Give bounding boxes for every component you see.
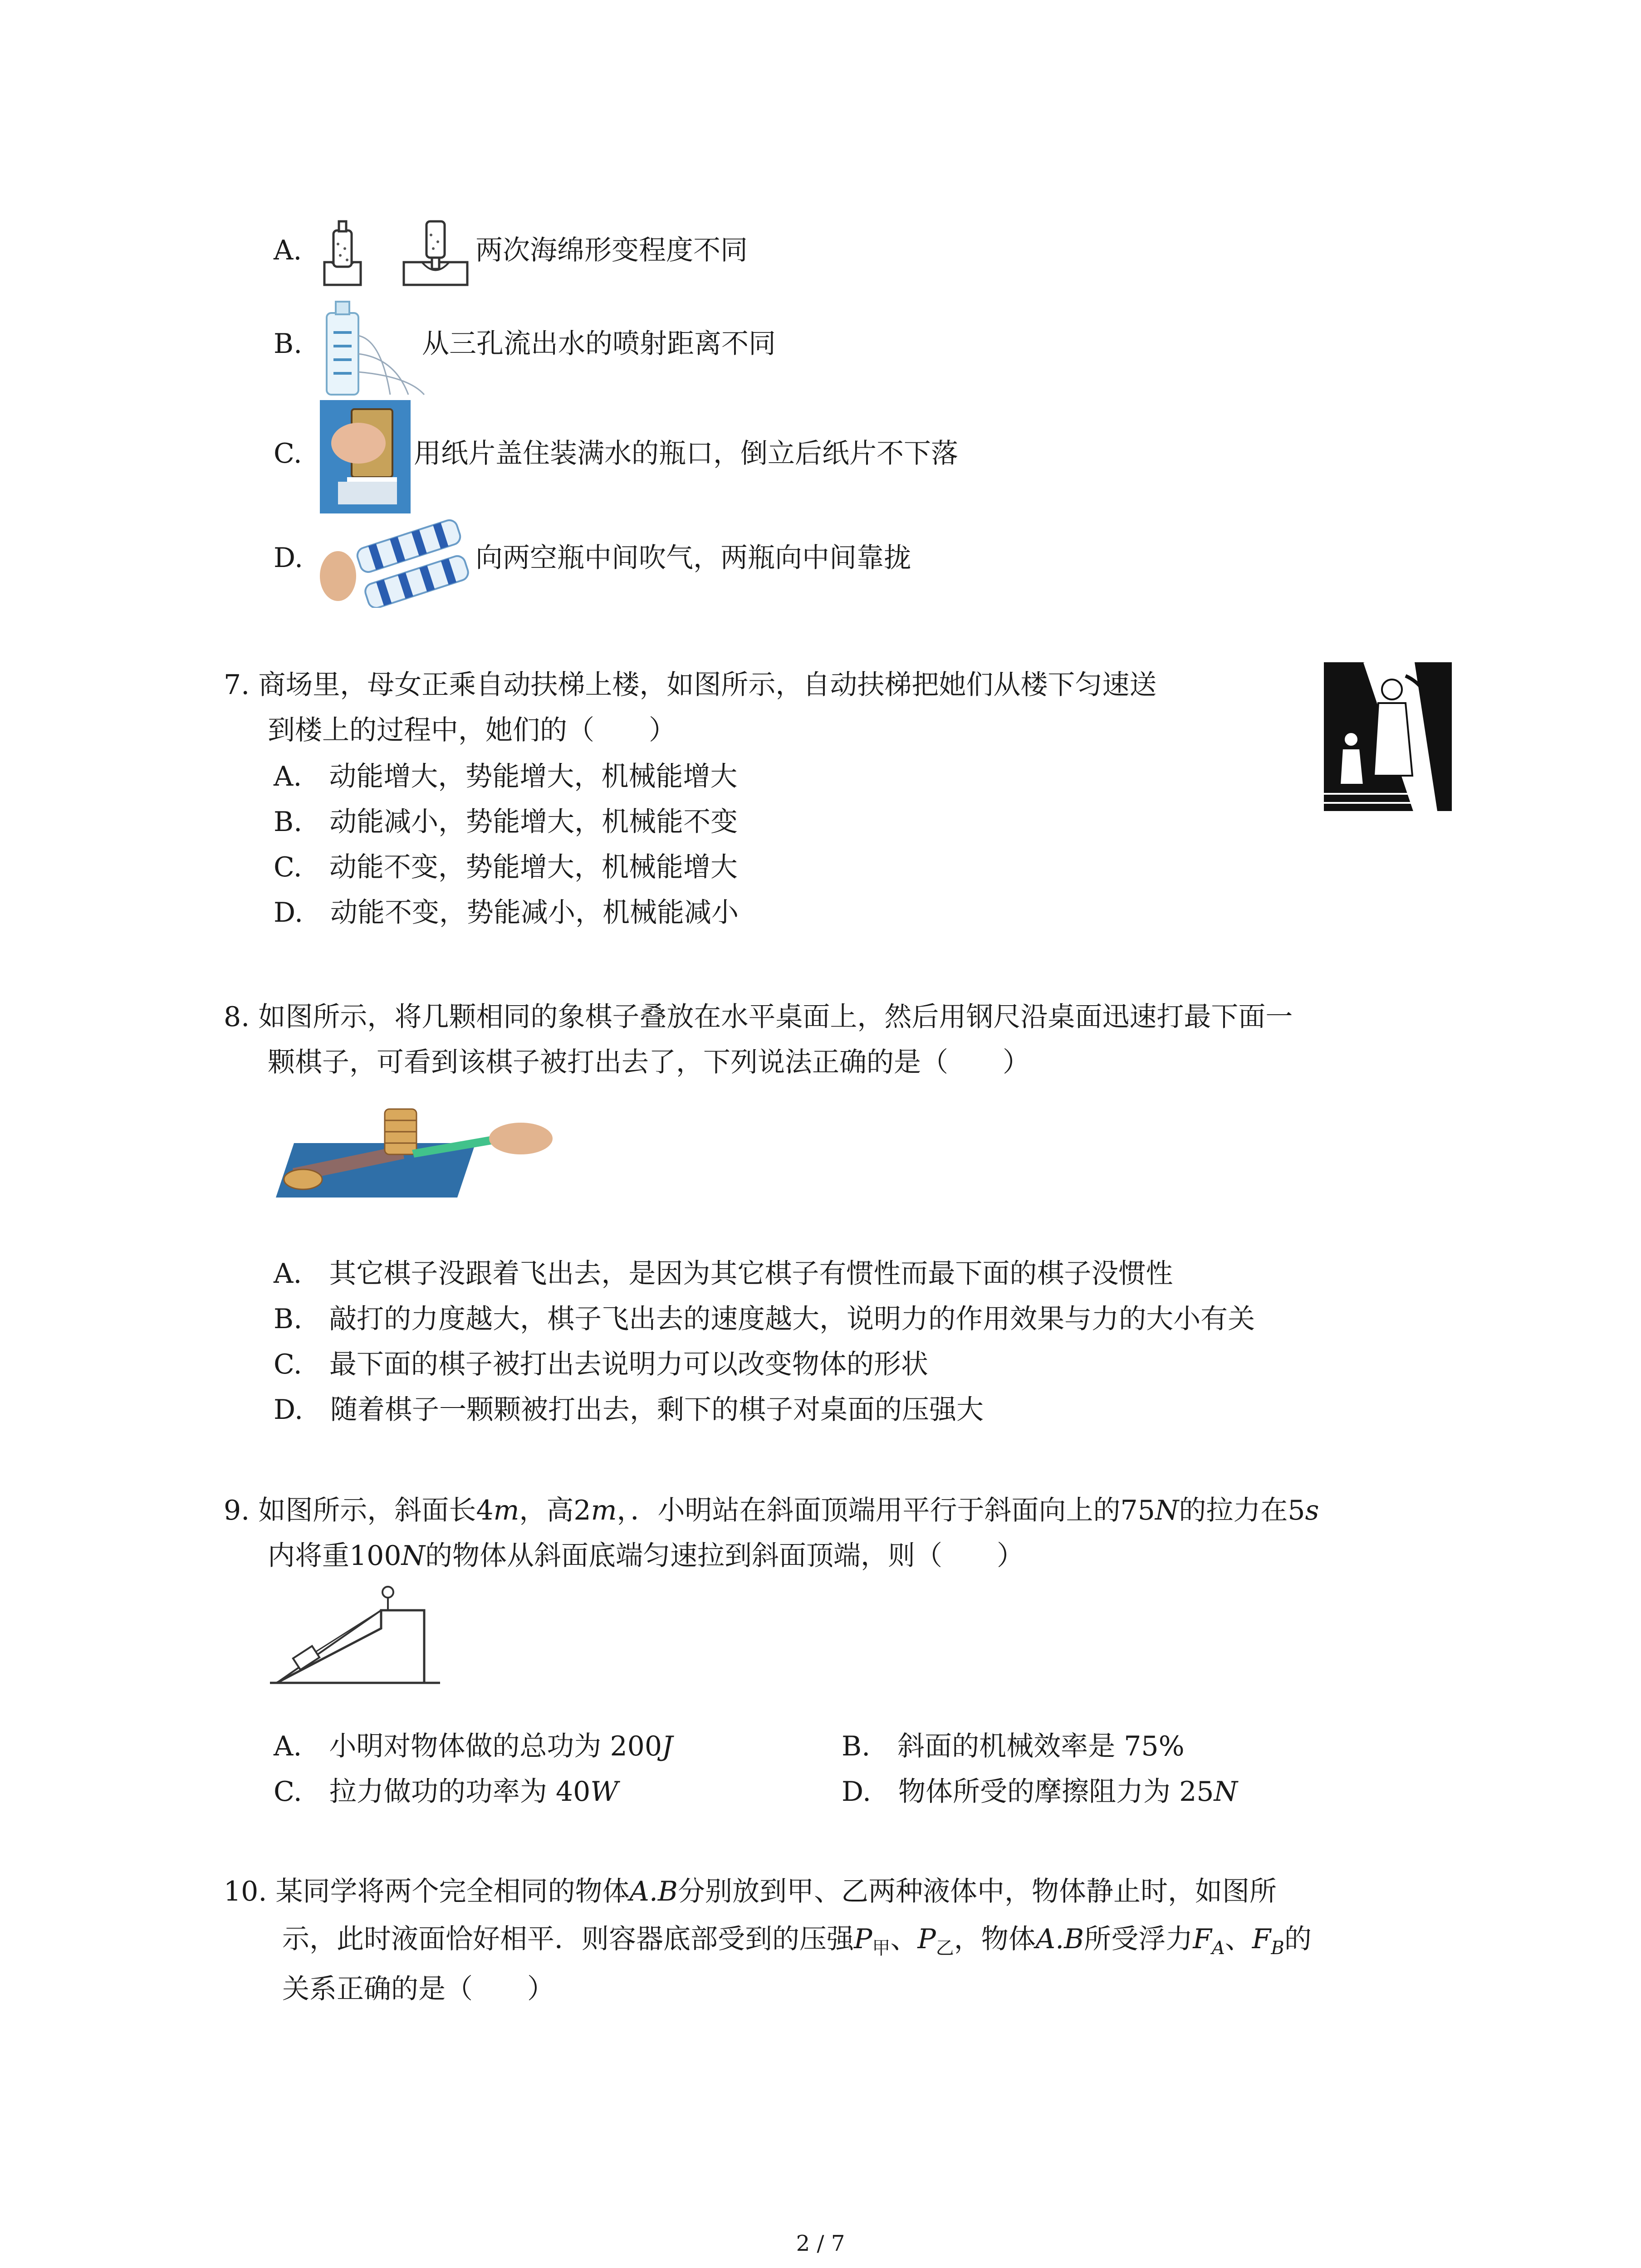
q10-sub-jia: 甲	[872, 1938, 891, 1959]
q10-symbol-f-2: F	[1252, 1923, 1271, 1955]
q6-option-a	[274, 232, 302, 269]
q9-option-d-unit: N	[1214, 1776, 1238, 1808]
q8-option-c-letter: C.	[274, 1349, 302, 1380]
q7-option-c-letter: C.	[274, 851, 302, 883]
q6-option-d	[274, 540, 303, 576]
q9-option-c-letter: C.	[274, 1776, 302, 1808]
q7-option-b-text: 动能减小，势能增大，机械能不变	[329, 806, 738, 838]
q8-option-a-text: 其它棋子没跟着飞出去，是因为其它棋子有惯性而最下面的棋子没惯性	[329, 1258, 1173, 1290]
q10-sep-1: 、	[890, 1923, 918, 1955]
q6-option-b-text: 从三孔流出水的喷射距离不同	[422, 328, 776, 360]
q9-unit-m-1: m	[493, 1495, 519, 1526]
q9-stem-part-3: ，．小明站在斜面顶端用平行于斜面向上的75	[617, 1495, 1155, 1526]
q6-option-a-text: 两次海绵形变程度不同	[475, 235, 748, 266]
q9-unit-n-1: N	[1155, 1495, 1179, 1526]
q8-option-b-text: 敲打的力度越大，棋子飞出去的速度越大，说明力的作用效果与力的大小有关	[329, 1303, 1255, 1335]
q7-stem-text-1: 商场里，母女正乘自动扶梯上楼，如图所示，自动扶梯把她们从楼下匀速送	[258, 669, 1157, 701]
q8-option-d-text: 随着棋子一颗颗被打出去，剩下的棋子对桌面的压强大	[330, 1394, 984, 1426]
q6-option-b	[274, 326, 302, 362]
q10-symbol-p-2: P	[917, 1923, 936, 1955]
escalator-figure	[1324, 662, 1452, 811]
q9-option-d-text: 物体所受的摩擦阻力为 25	[898, 1776, 1214, 1808]
q7-option-b	[274, 804, 738, 840]
q6-option-d-letter: D.	[274, 542, 304, 574]
q6-option-c-letter: C.	[274, 438, 302, 469]
q10-stem-part-3: 示，此时液面恰好相平．则容器底部受到的压强	[282, 1923, 854, 1955]
q10-sub-a: A	[1211, 1938, 1225, 1959]
q9-option-d	[842, 1774, 1238, 1810]
incline-plane-figure	[268, 1579, 445, 1692]
q8-option-d-letter: D.	[274, 1394, 304, 1426]
q8-stem-line2: 颗棋子，可看到该棋子被打出去了，下列说法正确的是（ ）	[268, 1046, 1030, 1078]
q10-stem-line3: 关系正确的是（ ）	[282, 1973, 554, 2005]
q8-stem-text-1: 如图所示，将几颗相同的象棋子叠放在水平桌面上，然后用钢尺沿桌面迅速打最下面一	[258, 1001, 1293, 1033]
q9-option-a-text: 小明对物体做的总功为 200	[329, 1730, 662, 1762]
q10-sep-2: 、	[1225, 1923, 1252, 1955]
q9-stem-part-1: 如图所示，斜面长4	[258, 1495, 494, 1526]
q8-stem-line1	[224, 999, 1293, 1035]
q7-option-c-text: 动能不变，势能增大，机械能增大	[329, 851, 738, 883]
q9-option-d-letter: D.	[842, 1776, 872, 1808]
q7-option-a-text: 动能增大，势能增大，机械能增大	[329, 761, 738, 792]
q10-number: 10.	[224, 1876, 267, 1907]
q9-stem-line1	[224, 1492, 1319, 1529]
q7-option-d-letter: D.	[274, 897, 304, 929]
q10-stem-part-4: ，物体	[954, 1923, 1036, 1955]
q7-stem-line1	[224, 667, 1156, 703]
q9-option-b	[842, 1728, 1185, 1765]
q10-sub-b: B	[1271, 1938, 1284, 1959]
q7-option-d-text: 动能不变，势能减小，机械能减小	[330, 897, 739, 929]
q9-stem-part-2: ，高2	[519, 1495, 591, 1526]
q6-option-d-text: 向两空瓶中间吹气，两瓶向中间靠拢	[475, 542, 911, 574]
inverted-cup-paper-figure	[320, 400, 411, 513]
q8-number: 8.	[224, 1001, 250, 1033]
q10-stem-part-5: 所受浮力	[1084, 1923, 1193, 1955]
bottle-three-holes-figure	[318, 299, 426, 399]
q7-option-a	[274, 758, 737, 795]
q9-option-c-text: 拉力做功的功率为 40	[329, 1776, 591, 1808]
q7-option-b-letter: B.	[274, 806, 303, 838]
chess-pieces-figure	[276, 1107, 553, 1207]
q6-option-a-letter: A.	[274, 235, 302, 266]
q9-number: 9.	[224, 1495, 250, 1526]
q10-stem-line1	[224, 1873, 1277, 1910]
q10-symbol-f-1: F	[1193, 1923, 1212, 1955]
q7-stem-line2: 到楼上的过程中，她们的（ ）	[268, 714, 676, 746]
q10-sub-yi: 乙	[936, 1938, 954, 1959]
q8-option-b	[274, 1301, 1255, 1337]
bottles-on-sponge-figure	[322, 217, 472, 289]
q7-option-d	[274, 894, 739, 931]
q6-option-c-text: 用纸片盖住装满水的瓶口，倒立后纸片不下落	[414, 438, 958, 469]
q9-option-a-letter: A.	[274, 1730, 302, 1762]
q10-symbol-p-1: P	[854, 1923, 872, 1955]
q9-unit-n-2: N	[401, 1540, 426, 1572]
q7-option-c	[274, 849, 738, 885]
q9-unit-m-2: m	[591, 1495, 617, 1526]
q9-option-b-letter: B.	[842, 1730, 871, 1762]
q10-stem-part-6: 的	[1284, 1923, 1312, 1955]
q9-stem-part-6: 的物体从斜面底端匀速拉到斜面顶端，则（ ）	[425, 1540, 1024, 1572]
q10-objects-ab-1: A.B	[629, 1876, 678, 1907]
q8-option-a-letter: A.	[274, 1258, 302, 1290]
q9-option-c-unit: W	[590, 1776, 618, 1808]
q6-option-c	[274, 435, 302, 472]
q9-option-a	[274, 1728, 673, 1765]
q7-option-a-letter: A.	[274, 761, 302, 792]
q9-option-a-unit: J	[662, 1730, 673, 1762]
q9-stem-line2	[268, 1538, 1024, 1574]
q9-option-b-text: 斜面的机械效率是 75%	[897, 1730, 1185, 1762]
page-number: 2 / 7	[796, 2231, 845, 2256]
q9-option-c	[274, 1774, 618, 1810]
blow-between-bottles-figure	[320, 517, 474, 608]
q9-unit-s: s	[1305, 1495, 1319, 1526]
q10-objects-ab-2: A.B	[1035, 1923, 1084, 1955]
q7-number: 7.	[224, 669, 250, 701]
q9-stem-part-5: 内将重100	[268, 1540, 402, 1572]
q8-option-d	[274, 1392, 984, 1428]
q10-stem-line2	[282, 1921, 1312, 1966]
q8-option-c-text: 最下面的棋子被打出去说明力可以改变物体的形状	[329, 1349, 928, 1380]
q8-option-c	[274, 1346, 928, 1383]
q6-option-b-letter: B.	[274, 328, 303, 360]
q8-option-a	[274, 1256, 1173, 1292]
q10-stem-part-2: 分别放到甲、乙两种液体中，物体静止时，如图所	[678, 1876, 1277, 1907]
q10-stem-part-1: 某同学将两个完全相同的物体	[275, 1876, 630, 1907]
q9-stem-part-4: 的拉力在5	[1179, 1495, 1305, 1526]
q8-option-b-letter: B.	[274, 1303, 303, 1335]
